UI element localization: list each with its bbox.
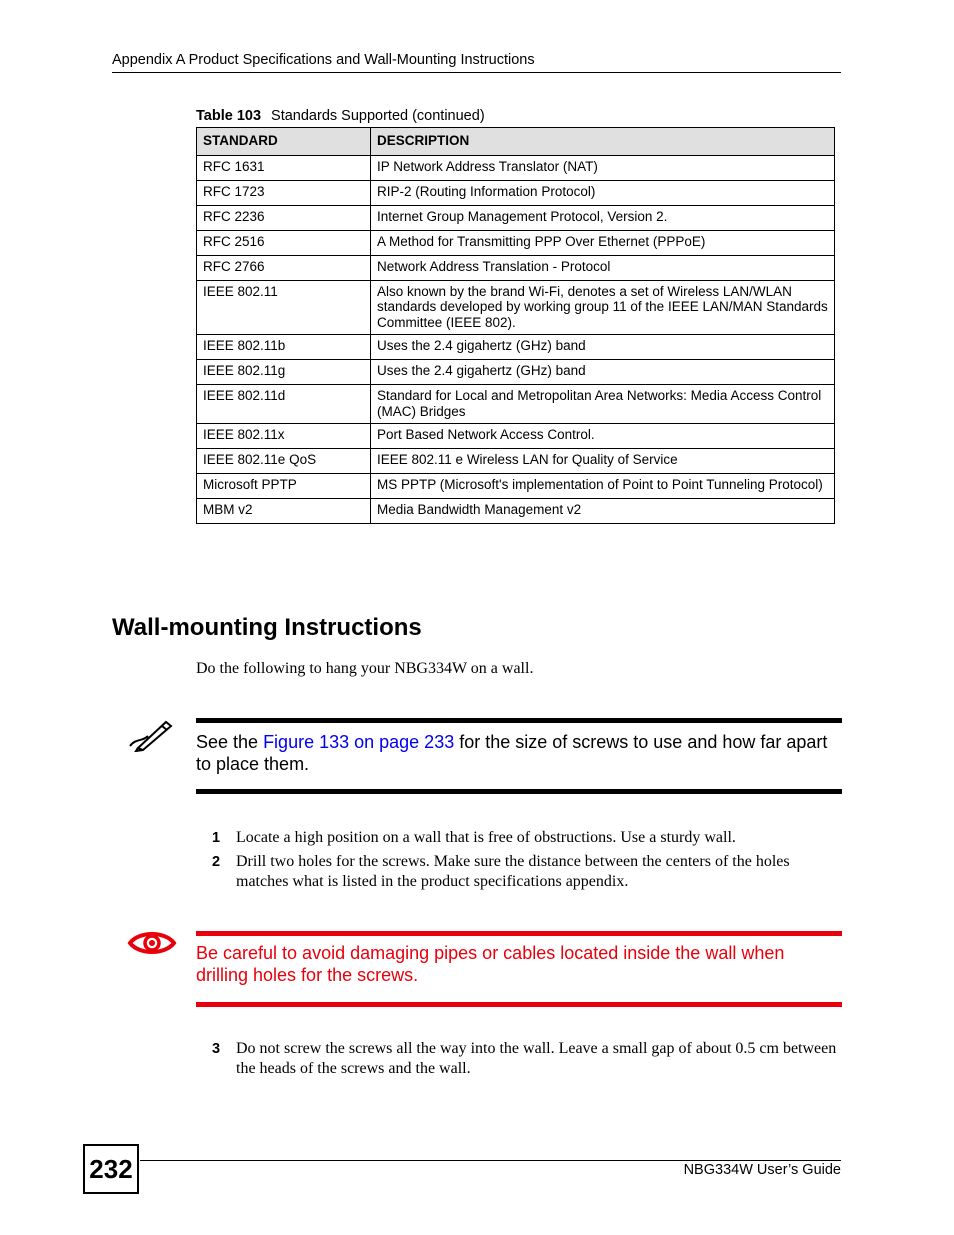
cell-standard: IEEE 802.11e QoS — [197, 449, 371, 474]
table-row — [197, 205, 835, 230]
cell-description: Network Address Translation - Protocol — [371, 255, 835, 280]
table-caption-text: Standards Supported (continued) — [271, 108, 485, 124]
cell-description: Port Based Network Access Control. — [371, 424, 835, 449]
steps-list-a — [212, 828, 842, 896]
cell-description: RIP-2 (Routing Information Protocol) — [371, 180, 835, 205]
cell-description: A Method for Transmitting PPP Over Ethernet (PPPoE) — [371, 230, 835, 255]
step-number: 2 — [212, 854, 221, 870]
pencil-note-icon — [126, 716, 174, 752]
note-text — [196, 731, 836, 775]
step-text: Locate a high position on a wall that is free of obstructions. Use a sturdy wall. — [236, 829, 736, 846]
cell-description: Media Bandwidth Management v2 — [371, 499, 835, 524]
column-header-standard: STANDARD — [197, 128, 371, 156]
cell-description: MS PPTP (Microsoft's implementation of Point to Point Tunneling Protocol) — [371, 474, 835, 499]
table-body — [197, 155, 835, 524]
cell-standard: IEEE 802.11 — [197, 280, 371, 335]
step-number: 3 — [212, 1041, 221, 1057]
guide-title: NBG334W User’s Guide — [683, 1162, 841, 1178]
steps-list-b — [212, 1039, 842, 1083]
section-title: Wall-mounting Instructions — [112, 614, 422, 641]
table-row — [197, 385, 835, 424]
table-row — [197, 230, 835, 255]
table-caption-label: Table 103 — [196, 108, 262, 124]
warning-text: Be careful to avoid damaging pipes or cables located inside the wall when drilling holes for the screws. — [196, 943, 785, 985]
footer-rule — [140, 1160, 841, 1161]
step-text: Drill two holes for the screws. Make sure the distance between the centers of the holes matches what is listed in the product specifications appendix. — [236, 853, 790, 890]
cell-standard: RFC 1631 — [197, 155, 371, 180]
table-row — [197, 499, 835, 524]
column-header-description: DESCRIPTION — [371, 128, 835, 156]
table-row — [197, 155, 835, 180]
cell-standard: IEEE 802.11b — [197, 335, 371, 360]
table-row — [197, 449, 835, 474]
cell-description: Uses the 2.4 gigahertz (GHz) band — [371, 360, 835, 385]
cell-standard: RFC 1723 — [197, 180, 371, 205]
cell-standard: IEEE 802.11g — [197, 360, 371, 385]
table-row — [197, 474, 835, 499]
standards-table — [196, 127, 835, 524]
running-header: Appendix A Product Specifications and Wall-Mounting Instructions — [112, 52, 841, 73]
table-row — [197, 180, 835, 205]
cell-description: Also known by the brand Wi-Fi, denotes a set of Wireless LAN/WLAN standards developed by working group 11 of the IEEE LAN/MAN Standards Committee (IEEE 802). — [371, 280, 835, 335]
cell-description: Uses the 2.4 gigahertz (GHz) band — [371, 335, 835, 360]
page-number: 232 — [83, 1144, 139, 1194]
intro-paragraph: Do the following to hang your NBG334W on a wall. — [196, 660, 534, 677]
cell-description: IP Network Address Translator (NAT) — [371, 155, 835, 180]
cell-standard: RFC 2236 — [197, 205, 371, 230]
cell-standard: IEEE 802.11d — [197, 385, 371, 424]
note-prefix: See the — [196, 732, 264, 752]
note-suffix: for the size of screws to use and how far apart to place them. — [196, 732, 828, 774]
eye-warning-icon — [127, 928, 177, 958]
cell-standard: MBM v2 — [197, 499, 371, 524]
step-number: 1 — [212, 830, 221, 846]
figure-link[interactable]: Figure 133 on page 233 — [263, 732, 455, 752]
cell-description: Standard for Local and Metropolitan Area Networks: Media Access Control (MAC) Bridges — [371, 385, 835, 424]
list-item — [212, 1039, 842, 1079]
cell-description: IEEE 802.11 e Wireless LAN for Quality of Service — [371, 449, 835, 474]
cell-standard: RFC 2516 — [197, 230, 371, 255]
table-row — [197, 280, 835, 335]
step-text: Do not screw the screws all the way into the wall. Leave a small gap of about 0.5 cm between the heads of the screws and the wall. — [236, 1040, 837, 1077]
table-header-row — [197, 128, 835, 156]
table-row — [197, 424, 835, 449]
table-caption — [196, 108, 485, 124]
table-row — [197, 360, 835, 385]
list-item — [212, 828, 842, 848]
table-row — [197, 335, 835, 360]
cell-description: Internet Group Management Protocol, Version 2. — [371, 205, 835, 230]
cell-standard: RFC 2766 — [197, 255, 371, 280]
cell-standard: IEEE 802.11x — [197, 424, 371, 449]
list-item — [212, 852, 842, 892]
cell-standard: Microsoft PPTP — [197, 474, 371, 499]
table-row — [197, 255, 835, 280]
